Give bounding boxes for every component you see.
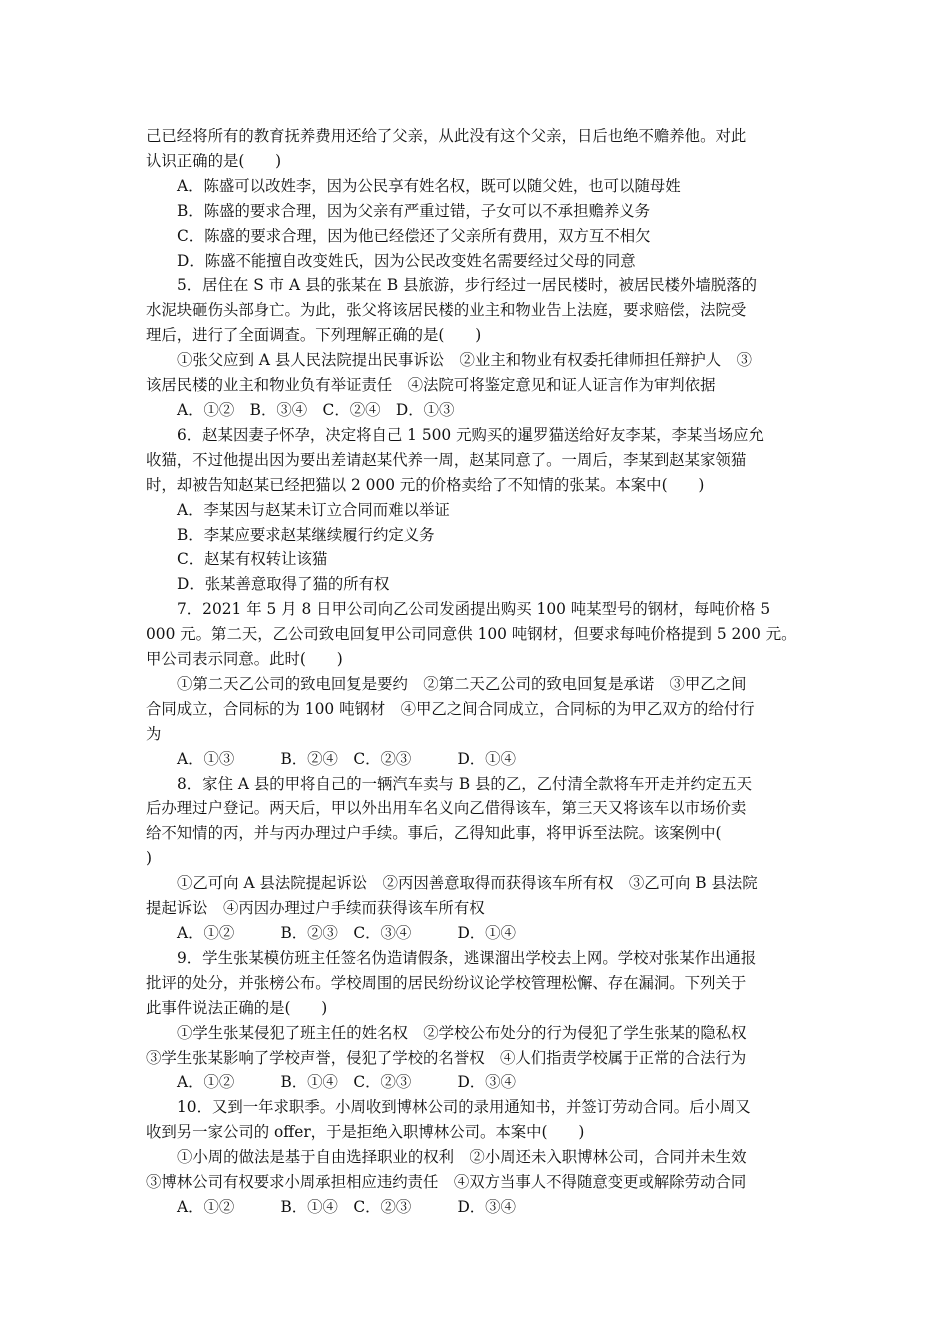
option-line: B．陈盛的要求合理，因为父亲有严重过错，子女可以不承担赡养义务 — [177, 201, 651, 220]
question-9-stem: 此事件说法正确的是( ) — [146, 998, 328, 1017]
question-6-stem: 收猫，不过他提出因为要出差请赵某代养一周，赵某同意了。一周后，李某到赵某家领猫 — [146, 450, 747, 469]
question-10-stem: 收到另一家公司的 offer，于是拒绝入职博林公司。本案中( ) — [146, 1123, 585, 1142]
question-8-options: A．①② B．②③ C．③④ D．①④ — [177, 924, 516, 942]
option-line: A．李某因与赵某未订立合同而难以举证 — [177, 500, 450, 519]
option-line: A．陈盛可以改姓李，因为公民享有姓名权，既可以随父姓，也可以随母姓 — [177, 176, 681, 195]
question-5-stem: 水泥块砸伤头部身亡。为此，张父将该居民楼的业主和物业告上法庭，要求赔偿，法院受 — [146, 301, 747, 320]
question-7-stem: 甲公司表示同意。此时( ) — [146, 650, 343, 669]
question-7-item: 为 — [146, 724, 162, 743]
question-7-item: 合同成立，合同标的为 100 吨钢材 ④甲乙之间合同成立，合同标的为甲乙双方的给付行 — [146, 699, 755, 718]
question-10-options: A．①② B．①④ C．②③ D．③④ — [177, 1197, 516, 1216]
option-line: D．张某善意取得了猫的所有权 — [177, 575, 390, 594]
question-8-item: 提起诉讼 ④丙因办理过户手续而获得该车所有权 — [146, 899, 485, 918]
question-9-item: ①学生张某侵犯了班主任的姓名权 ②学校公布处分的行为侵犯了学生张某的隐私权 — [177, 1023, 747, 1042]
question-9-stem: 批评的处分，并张榜公布。学校周围的居民纷纷议论学校管理松懈、存在漏洞。下列关于 — [146, 973, 747, 992]
question-10-item: ①小周的做法是基于自由选择职业的权利 ②小周还未入职博林公司，合同并未生效 — [177, 1148, 747, 1167]
question-7-stem: 000 元。第二天，乙公司致电回复甲公司同意供 100 吨钢材，但要求每吨价格提到 5 200 元。 — [146, 625, 797, 644]
question-8-stem: 后办理过户登记。两天后，甲以外出用车名义向乙借得该车，第三天又将该车以市场价卖 — [146, 799, 747, 818]
question-10-stem: 10．又到一年求职季。小周收到博林公司的录用通知书，并签订劳动合同。后小周又 — [177, 1098, 751, 1117]
intro-line: 己已经将所有的教育抚养费用还给了父亲，从此没有这个父亲，日后也绝不赡养他。对此 — [146, 127, 747, 145]
question-6-stem: 时，却被告知赵某已经把猫以 2 000 元的价格卖给了不知情的张某。本案中( ) — [146, 475, 705, 494]
option-line: D．陈盛不能擅自改变姓氏，因为公民改变姓名需要经过父母的同意 — [177, 251, 636, 270]
question-6-stem: 6．赵某因妻子怀孕，决定将自己 1 500 元购买的暹罗猫送给好友李某，李某当场应允 — [177, 425, 764, 444]
question-9-options: A．①② B．①④ C．②③ D．③④ — [177, 1073, 516, 1092]
question-8-stem: 8．家住 A 县的甲将自己的一辆汽车卖与 B 县的乙，乙付清全款将车开走并约定五天 — [177, 774, 753, 793]
question-7-stem: 7．2021 年 5 月 8 日甲公司向乙公司发函提出购买 100 吨某型号的钢材，每吨价格 5 — [177, 600, 771, 619]
option-line: B．李某应要求赵某继续履行约定义务 — [177, 525, 435, 544]
question-7-item: ①第二天乙公司的致电回复是要约 ②第二天乙公司的致电回复是承诺 ③甲乙之间 — [177, 674, 747, 693]
option-line: C．赵某有权转让该猫 — [177, 550, 328, 569]
option-line: C．陈盛的要求合理，因为他已经偿还了父亲所有费用，双方互不相欠 — [177, 226, 651, 245]
question-5-item: 该居民楼的业主和物业负有举证责任 ④法院可将鉴定意见和证人证言作为审判依据 — [146, 376, 716, 395]
document-page — [146, 124, 812, 1220]
question-8-stem: 给不知情的丙，并与丙办理过户手续。事后，乙得知此事，将甲诉至法院。该案例中( — [146, 824, 722, 843]
question-5-item: ①张父应到 A 县人民法院提出民事诉讼 ②业主和物业有权委托律师担任辩护人 ③ — [177, 351, 752, 370]
question-8-item: ①乙可向 A 县法院提起诉讼 ②丙因善意取得而获得该车所有权 ③乙可向 B 县法院 — [177, 874, 758, 893]
question-5-stem: 理后，进行了全面调查。下列理解正确的是( ) — [146, 326, 482, 345]
question-5-options: A．①② B．③④ C．②④ D．①③ — [177, 400, 455, 419]
intro-line: 认识正确的是( ) — [146, 151, 282, 170]
question-7-options: A．①③ B．②④ C．②③ D．①④ — [177, 749, 516, 768]
question-10-item: ③博林公司有权要求小周承担相应违约责任 ④双方当事人不得随意变更或解除劳动合同 — [146, 1173, 747, 1192]
question-9-item: ③学生张某影响了学校声誉，侵犯了学校的名誉权 ④人们指责学校属于正常的合法行为 — [146, 1048, 747, 1067]
question-9-stem: 9．学生张某模仿班主任签名伪造请假条，逃课溜出学校去上网。学校对张某作出通报 — [177, 948, 757, 967]
question-8-stem: ) — [146, 849, 153, 868]
question-5-stem: 5．居住在 S 市 A 县的张某在 B 县旅游，步行经过一居民楼时，被居民楼外墙脱落的 — [177, 276, 758, 295]
